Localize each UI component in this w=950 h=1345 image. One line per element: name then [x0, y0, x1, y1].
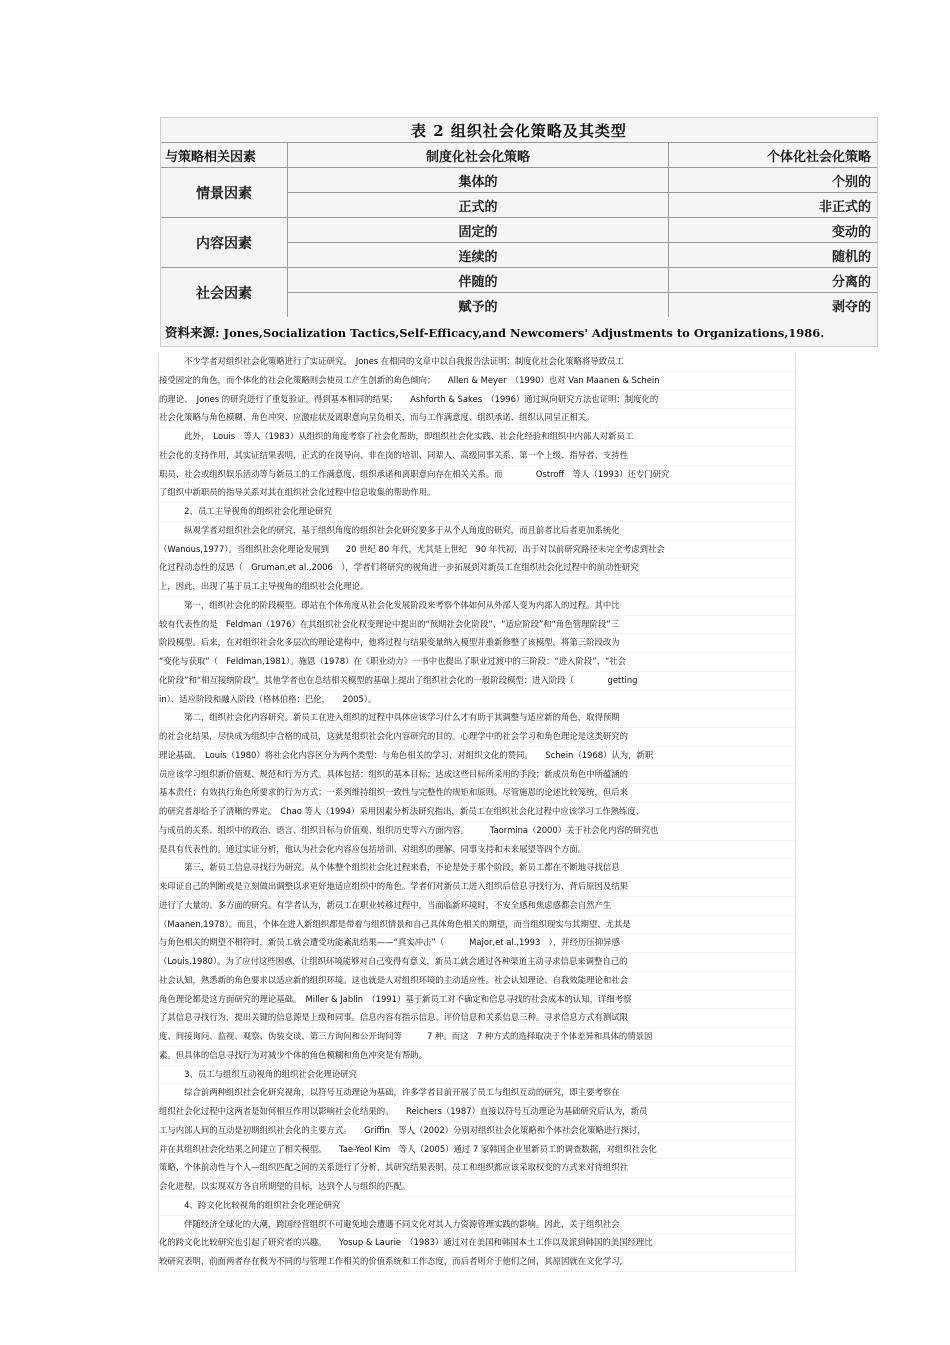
text-line: 接受固定的角色，而个体化的社会化策略则会使员工产生创新的角色倾向； Allen & Meyer （1990）也对 Van Maanen & Schein — [159, 372, 795, 391]
text-line: 基本责任；有效执行角色所要求的行为方式；一系列维持组织一致性与完整性的规矩和原则。尽管施恩的论述比较笼统，但后来 — [159, 784, 795, 803]
text-line: （Maanen,1978）。而且，个体在进入新组织都是带着与组织情景和自己具体角色相关的期望，而当组织现实与其期望、尤其是 — [159, 916, 795, 935]
text-line: 工与内部人间的互动是初期组织社会化的主要方式。 Griffin 等人（2002）分别对组织社会化策略和个体社会化策略进行探讨， — [159, 1122, 795, 1141]
source-label: 资料来源: — [165, 325, 220, 340]
text-line: 纵观学者对组织社会化的研究，基于组织角度的组织社会化研究要多于从个人角度的研究，而且前者比后者更加系统化 — [159, 522, 795, 541]
table-row — [161, 168, 877, 193]
text-line: 4、跨文化比较视角的组织社会化理论研究 — [159, 1197, 795, 1216]
body-text — [158, 353, 796, 1272]
table-cell: 集体的 — [288, 168, 669, 193]
text-line: 较有代表性的是 Feldman（1976）在其组织社会化权变理论中提出的“预期社会化阶段”、“适应阶段”和“角色管理阶段”三 — [159, 616, 795, 635]
table-cell: 剥夺的 — [669, 293, 878, 318]
text-line: 的社会化结果，尽快成为组织中合格的成员，这就是组织社会化内容研究的目的。心理学中的社会学习和角色理论是这类研究的 — [159, 728, 795, 747]
table-cell: 固定的 — [288, 218, 669, 243]
text-line: 的研究者却给予了清晰的界定。 Chao 等人（1994）采用因素分析法研究指出，新员工在组织社会化过程中应该学习工作熟练度、 — [159, 803, 795, 822]
text-line: 进行了大量的、多方面的研究。有学者认为，新员工在职业转移过程中，当面临新环境时，不安全感和焦虑感都会自然产生 — [159, 897, 795, 916]
factor-cell: 社会因素 — [161, 268, 288, 318]
text-line: 上，因此，出现了基于员工主导视角的组织社会化理论。 — [159, 578, 795, 597]
text-line: 员应该学习组织新价值观、规范和行为方式。具体包括：组织的基本目标；达成这些目标所采用的手段；新成员角色中所蕴涵的 — [159, 766, 795, 785]
text-line: 社会化策略与角色模糊、角色冲突、应激症状及离职意向呈负相关，而与工作满意度、组织承诺、组织认同呈正相关。 — [159, 409, 795, 428]
text-line: 来印证自己的判断或是立刻做出调整以求更好地适应组织中的角色。学者们对新员工进入组织后信息寻找行为、背后原因及结果 — [159, 878, 795, 897]
table-cell: 非正式的 — [669, 193, 878, 218]
text-line: 第二，组织社会化内容研究。新员工在进入组织的过程中具体应该学习什么才有助于其调整与适应新的角色，取得预期 — [159, 709, 795, 728]
table-cell: 个别的 — [669, 168, 878, 193]
text-line: （Wanous,1977）。当组织社会化理论发展到 20 世纪 80 年代，尤其是上世纪 90 年代初，出于对以前研究路径未完全考虑到社会 — [159, 541, 795, 560]
text-line: 与角色相关的期望不相符时，新员工就会遭受功能紊乱结果——“真实冲击”（ Major,et al.,1993 ），并经历压抑异感 — [159, 934, 795, 953]
text-line: 会化进程，以实现双方各自所期望的目标，达到个人与组织的匹配。 — [159, 1178, 795, 1197]
factor-cell: 情景因素 — [161, 168, 288, 218]
text-line: 伴随经济全球化的大潮，跨国经营组织不可避免地会遭遇不同文化对其人力资源管理实践的影响。因此，关于组织社会 — [159, 1216, 795, 1235]
table-cell: 分离的 — [669, 268, 878, 293]
text-line: 此外， Louis 等人（1983）从组织的角度考察了社会化帮助，即组织社会化实践、社会化经验和组织中内部人对新员工 — [159, 428, 795, 447]
table-row — [161, 218, 877, 243]
text-line: 不少学者对组织社会化策略进行了实证研究。 Jones 在相同的文章中以自我报告法证明：制度化社会化策略将导致员工 — [159, 353, 795, 372]
table-cell: 赋予的 — [288, 293, 669, 318]
text-line: 理论基础。 Louis（1980）将社会化内容区分为两个类型：与角色相关的学习、对组织文化的赞同。 Schein（1968）认为，新职 — [159, 747, 795, 766]
text-line: 了其信息寻找行为，提出关键的信息源是上级和同事。信息内容有指示信息、评价信息和关系信息三种。寻求信息方式有测试限 — [159, 1009, 795, 1028]
table-source — [165, 323, 824, 341]
text-line: 化过程动态性的反思（ Gruman,et al.,2006 ），学者们将研究的视角进一步拓展到对新员工在组织社会化过程中的前动性研究 — [159, 559, 795, 578]
text-line: 第一，组织社会化的阶段模型。即站在个体角度从社会化发展阶段来考察个体如何从外部人变为内部人的过程。其中比 — [159, 597, 795, 616]
text-line: 与成员的关系、组织中的政治、语言、组织目标与价值观、组织历史等六方面内容。 Taormina（2000）关于社会化内容的研究也 — [159, 822, 795, 841]
text-line: 3、员工与组织互动视角的组织社会化理论研究 — [159, 1066, 795, 1085]
table-cell: 变动的 — [669, 218, 878, 243]
strategy-table — [161, 142, 877, 317]
table-cell: 正式的 — [288, 193, 669, 218]
table-title: 表 2 组织社会化策略及其类型 — [411, 122, 627, 140]
text-line: 2、员工主导视角的组织社会化理论研究 — [159, 503, 795, 522]
factor-cell: 内容因素 — [161, 218, 288, 268]
text-line: 度、间接询问、监视、观察、伪装交谈、第三方询问和公开询问等 7 种。而这 7 种方式的选择取决于个体差异和具体的情景因 — [159, 1028, 795, 1047]
text-line: 并在其组织社会化结果之间建立了相关模型。 Tae-Yeol Kim 等人（2005）通过 7 家韩国企业里新员工的调查数据，对组织社会化 — [159, 1141, 795, 1160]
text-line: 社会化的支持作用，其实证结果表明，正式的在岗导向、非在岗的培训、同辈人、高级同事关系、第一个上级、指导者、支持性 — [159, 447, 795, 466]
text-line: 是具有代表性的。通过实证分析，他认为社会化内容应包括培训、对组织的理解、同事支持和未来展望等四个方面。 — [159, 841, 795, 860]
table-cell: 伴随的 — [288, 268, 669, 293]
text-line: 职员、社会或组织娱乐活动等与新员工的工作满意度、组织承诺和离职意向存在相关关系。而 Ostroff 等人（1993）还专门研究 — [159, 466, 795, 485]
text-line: 了组织中新职员的指导关系对其在组织社会化过程中信息收集的帮助作用。 — [159, 484, 795, 503]
text-line: 综合前两种组织社会化研究视角，以符号互动理论为基础，许多学者目前开展了员工与组织互动的研究，即主要考察在 — [159, 1084, 795, 1103]
table-header-row — [161, 143, 877, 168]
text-line: 化的跨文化比较研究也引起了研究者的兴趣。 Yosup & Laurie （1983）通过对在美国和韩国本土工作以及派到韩国的美国经理比 — [159, 1234, 795, 1253]
table-cell: 随机的 — [669, 243, 878, 268]
text-line: “变化与获取”（ Feldman,1981）。施恩（1978）在《职业动力》一书中也提出了职业过渡中的三阶段：“进入阶段”、“社会 — [159, 653, 795, 672]
text-line: 第三，新员工信息寻找行为研究。从个体整个组织社会化过程来看，不论是处于那个阶段，新员工都在不断地寻找信息 — [159, 859, 795, 878]
strategy-table-figure — [160, 117, 878, 347]
text-line: in）、适应阶段和融入阶段（格林伯格；巴伦， 2005）。 — [159, 691, 795, 710]
text-line: 阶段模型。后来，在对组织社会化多层次的理论建构中，他将过程与结果变量纳入模型并重新修整了该模型，将第三阶段改为 — [159, 634, 795, 653]
text-line: 角色理论都是这方面研究的理论基础。 Miller & Jablin （1991）基于新员工对不确定和信息寻找的社会成本的认知，详细考察 — [159, 991, 795, 1010]
text-line: 社会认知，熟悉新的角色要求以适应新的组织环境。这也就是人对组织环境的主动适应性。社会认知理论、自我效能理论和社会 — [159, 972, 795, 991]
table-row — [161, 268, 877, 293]
table-header-individual: 个体化社会化策略 — [669, 143, 878, 168]
text-line: 化阶段”和“相互接纳阶段”。其他学者也在总结相关模型的基础上提出了组织社会化的一般阶段模型：进入阶段（ getting — [159, 672, 795, 691]
text-line: （Louis,1980）。为了应付这些困惑，让组织环境能够对自己变得有意义，新员工就会通过各种渠道主动寻求信息来调整自己的 — [159, 953, 795, 972]
table-header-factor: 与策略相关因素 — [161, 143, 288, 168]
text-line: 策略、个体前动性与个人—组织匹配之间的关系进行了分析，其研究结果表明，员工和组织都应该采取权变的方式来对待组织社 — [159, 1159, 795, 1178]
table-header-institutional: 制度化社会化策略 — [288, 143, 669, 168]
text-line: 素。但具体的信息寻找行为对减少个体的角色模糊和角色冲突是有帮助。 — [159, 1047, 795, 1066]
text-line: 较研究表明，前面两者存在极为不同的与管理工作相关的价值系统和工作态度，而后者则介于他们之间，其原因就在文化学习, — [159, 1253, 795, 1272]
table-cell: 连续的 — [288, 243, 669, 268]
source-text: Jones,Socialization Tactics,Self-Efficacy,and Newcomers' Adjustments to Organizations,1986. — [223, 326, 825, 340]
text-line: 组织社会化过程中这两者是如何相互作用以影响社会化结果的。 Reichers（1987）直接以符号互动理论为基础研究后认为，新员 — [159, 1103, 795, 1122]
text-line: 的理论、 Jones 的研究进行了重复验证，得到基本相同的结果； Ashforth & Sakes （1996）通过纵向研究方法也证明：制度化的 — [159, 391, 795, 410]
